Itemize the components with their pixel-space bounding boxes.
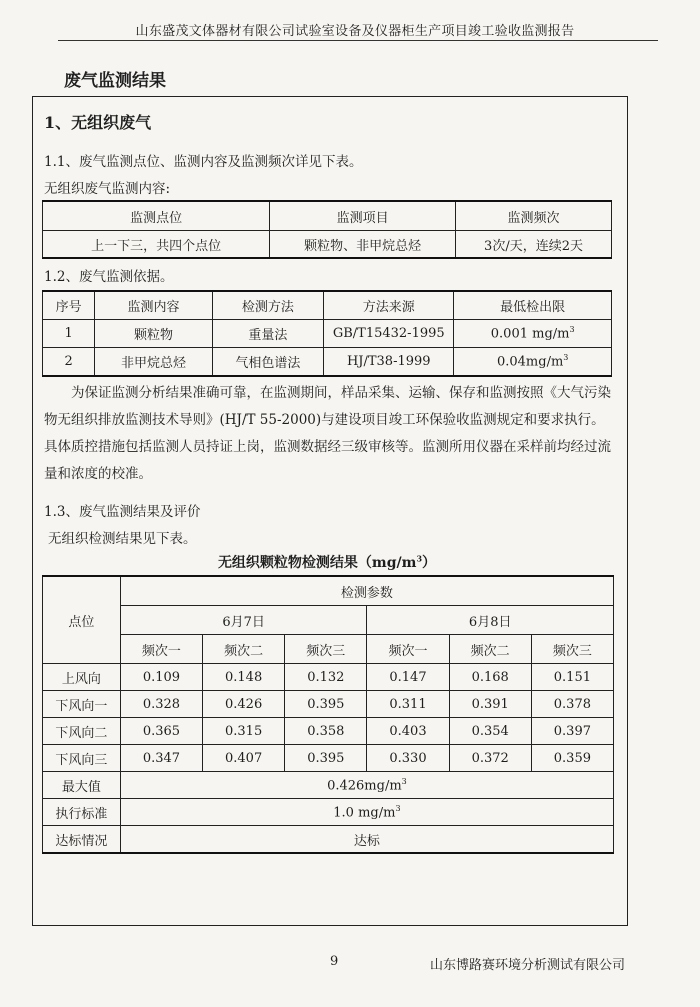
table-cell: 0.365 (120, 718, 202, 745)
footer-organization: 山东博路赛环境分析测试有限公司 (430, 958, 626, 973)
row-label: 达标情况 (43, 826, 121, 854)
freq-header: 频次一 (367, 635, 449, 664)
table-row (43, 826, 614, 854)
table-header: 检测方法 (212, 291, 323, 320)
table-cell: 0.354 (449, 718, 531, 745)
table-header: 监测点位 (43, 201, 270, 231)
table-cell: 非甲烷总烃 (95, 348, 212, 377)
subsection-1-3-sub: 无组织检测结果见下表。 (48, 531, 197, 547)
status-value: 达标 (120, 826, 613, 854)
freq-header: 频次二 (203, 635, 285, 664)
freq-header: 频次三 (285, 635, 367, 664)
table-row (43, 745, 614, 772)
standard-value: 1.0 $mg/m^3$ (120, 799, 613, 826)
table-cell: 重量法 (212, 320, 323, 348)
table-cell: 气相色谱法 (212, 348, 323, 377)
table-cell (454, 320, 612, 348)
detection-limit: 0.001 mg/m (490, 326, 570, 342)
table-cell: 0.347 (120, 745, 202, 772)
table-cell: 0.311 (367, 691, 449, 718)
date-header: 6月8日 (367, 606, 614, 635)
table-cell: 0.395 (285, 691, 367, 718)
subsection-1-3: 1.3、废气监测结果及评价 (44, 504, 201, 520)
table-cell: 0.358 (285, 718, 367, 745)
table-cell: 0.359 (531, 745, 613, 772)
table-cell: 0.148 (203, 664, 285, 691)
table-cell: 0.372 (449, 745, 531, 772)
table-cell: 0.426 (203, 691, 285, 718)
table-cell: 颗粒物 (95, 320, 212, 348)
table-caption: 无组织颗粒物检测结果$(mg/m^3)$ (217, 553, 437, 571)
table-cell: 0.132 (285, 664, 367, 691)
table-cell: 0.378 (531, 691, 613, 718)
table-row (43, 718, 614, 745)
unit-exponent: 3 (563, 353, 569, 363)
section-title: 废气监测结果 (64, 71, 166, 91)
table-cell: 0.403 (367, 718, 449, 745)
table-cell: HJ/T38-1999 (324, 348, 454, 377)
subsection-1-1: 1.1、废气监测点位、监测内容及监测频次详见下表。 (44, 154, 363, 170)
point-header: 点位 (43, 576, 121, 664)
running-header: 山东盛茂文体器材有限公司试验室设备及仪器柜生产项目竣工验收监测报告 (135, 24, 575, 39)
row-label: 上风向 (43, 664, 121, 691)
table-header: 监测内容 (95, 291, 212, 320)
table-row (43, 664, 614, 691)
table-row (43, 799, 614, 826)
page-number: 9 (330, 954, 339, 969)
table-cell: 2 (43, 348, 95, 377)
table-cell: 上一下三，共四个点位 (43, 231, 270, 259)
monitoring-content-table (42, 200, 612, 259)
header-rule (58, 40, 658, 41)
row-label: 下风向三 (43, 745, 121, 772)
table-header: 监测频次 (456, 201, 612, 231)
param-header: 检测参数 (120, 576, 613, 606)
table-header: 最低检出限 (454, 291, 612, 320)
freq-header: 频次一 (120, 635, 202, 664)
table-cell: 1 (43, 320, 95, 348)
quality-control-paragraph: 为保证监测分析结果准确可靠，在监测期间，样品采集、运输、保存和监测按照《大气污染物无组织排放监测技术导则》(HJ/T 55-2000)与建设项目竣工环保验收监测规定和要求执行。具体质控措施包括监测人员持证上岗，监测数据经三级审核等。监测所用仪器在采样前均经过流量和浓度的校准。 (44, 385, 611, 482)
row-label: 执行标准 (43, 799, 121, 826)
unit-exponent: 3 (569, 325, 575, 335)
table-cell: 颗粒物、非甲烷总烃 (270, 231, 456, 259)
row-label: 下风向一 (43, 691, 121, 718)
table-row (43, 691, 614, 718)
heading-1: 1、无组织废气 (44, 113, 152, 132)
freq-header: 频次三 (531, 635, 613, 664)
subsection-1-1-sub: 无组织废气监测内容: (44, 181, 171, 197)
table-cell: 0.109 (120, 664, 202, 691)
monitoring-basis-table (42, 290, 612, 377)
table-cell: 0.147 (367, 664, 449, 691)
date-header: 6月7日 (120, 606, 367, 635)
table-cell (454, 348, 612, 377)
table-header: 方法来源 (324, 291, 454, 320)
max-value: $0.426mg/m^3$ (120, 772, 613, 799)
table-cell: 0.315 (203, 718, 285, 745)
table-cell: 0.407 (203, 745, 285, 772)
table-header: 序号 (43, 291, 95, 320)
table-cell: 3次/天，连续2天 (456, 231, 612, 259)
table-row (43, 772, 614, 799)
row-label: 下风向二 (43, 718, 121, 745)
table-cell: 0.397 (531, 718, 613, 745)
row-label: 最大值 (43, 772, 121, 799)
table-cell: 0.391 (449, 691, 531, 718)
table-cell: 0.151 (531, 664, 613, 691)
subsection-1-2: 1.2、废气监测依据。 (44, 269, 174, 285)
table-cell: 0.168 (449, 664, 531, 691)
table-cell: 0.395 (285, 745, 367, 772)
detection-limit: 0.04mg/m (496, 354, 564, 370)
table-cell: GB/T15432-1995 (324, 320, 454, 348)
table-cell: 0.328 (120, 691, 202, 718)
particulate-results-table (42, 575, 614, 854)
table-cell: 0.330 (367, 745, 449, 772)
freq-header: 频次二 (449, 635, 531, 664)
table-header: 监测项目 (270, 201, 456, 231)
